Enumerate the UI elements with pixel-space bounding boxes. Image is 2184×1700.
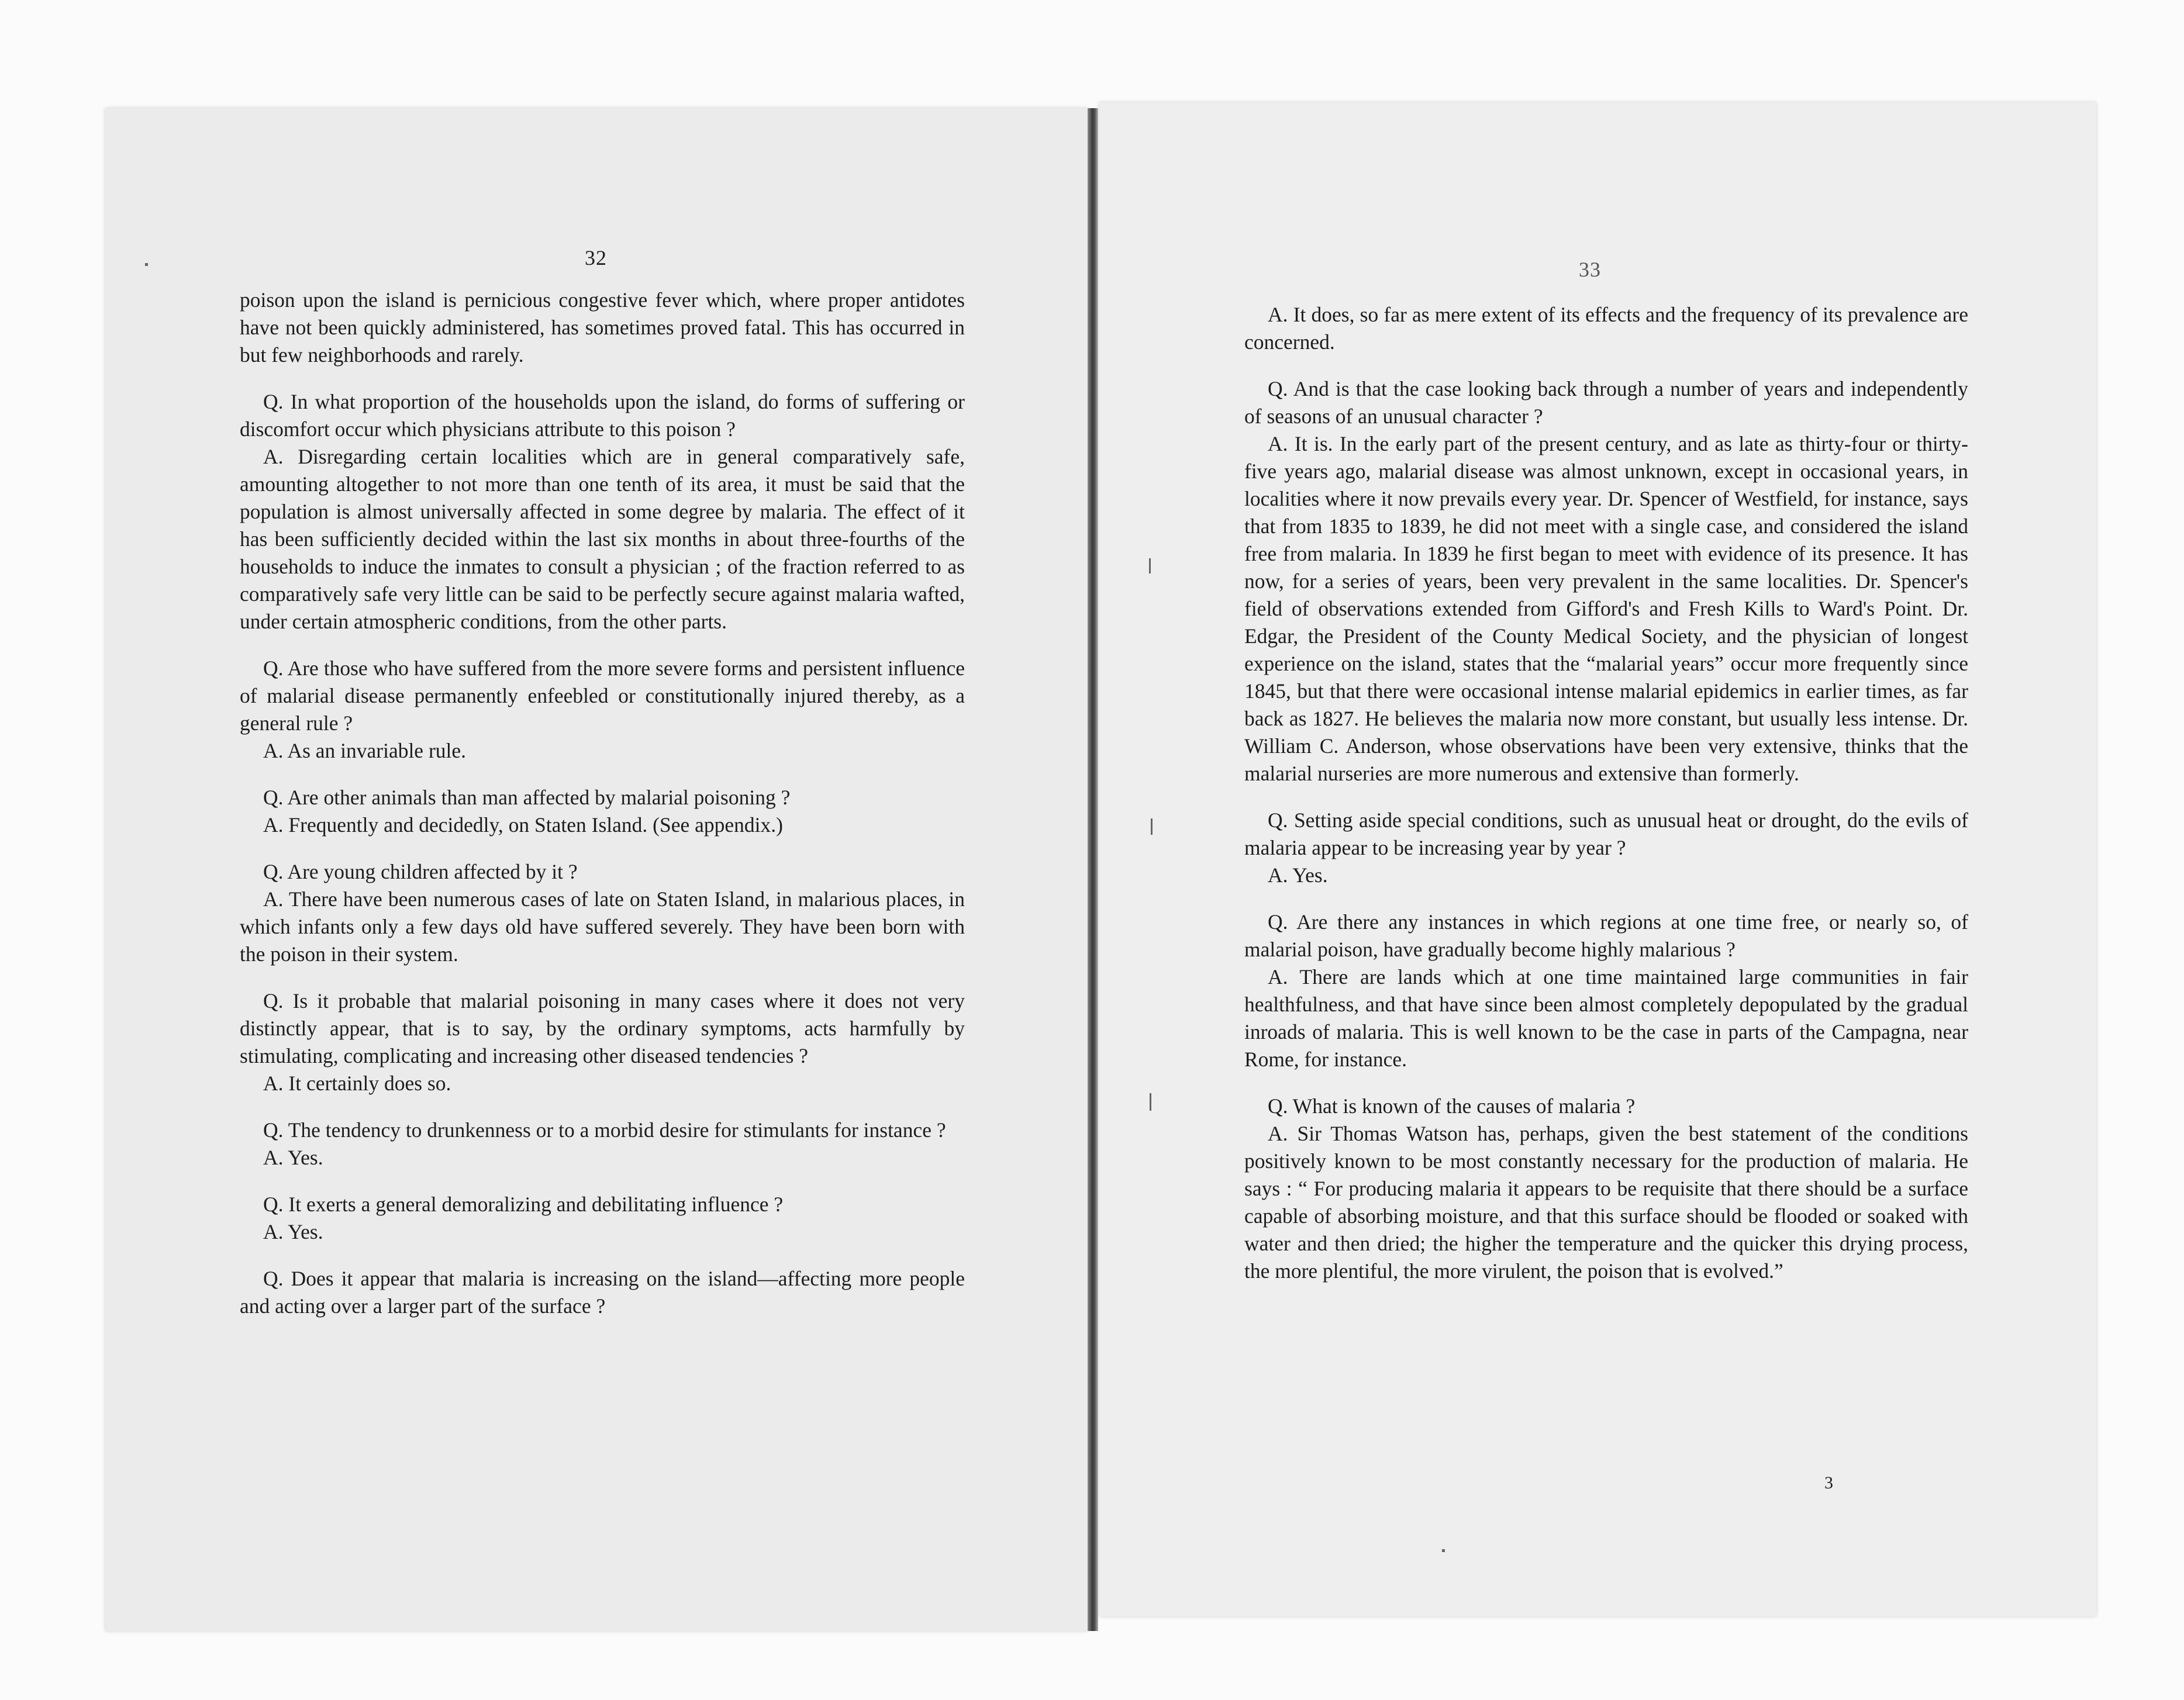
speck-mark [1442, 1549, 1445, 1552]
text-line: Q. And is that the case looking back through a number of years and independently of seasons of an unusual character ? [1244, 377, 1968, 428]
left-page-text [240, 286, 965, 1339]
book-spine [1088, 108, 1098, 1631]
page-number-right: 33 [1579, 258, 1601, 281]
text-line: A. As an invariable rule. [263, 739, 467, 762]
paragraph [1244, 301, 1968, 356]
text-line: poison upon the island is pernicious congestive fever which, where proper antidotes have not been quickly administered, has sometimes proved fatal. This has occurred in but few neighborhoods and rarely. [240, 288, 965, 367]
margin-mark [1149, 558, 1151, 573]
paragraph [240, 655, 965, 765]
text-line: Q. Are other animals than man affected by malarial poisoning ? [263, 786, 791, 809]
text-line: A. Yes. [263, 1146, 323, 1169]
paragraph [240, 987, 965, 1097]
text-line: A. It certainly does so. [263, 1072, 451, 1095]
text-line: Q. What is known of the causes of malaria ? [1268, 1094, 1636, 1118]
text-line: Q. Setting aside special conditions, such as unusual heat or drought, do the evils of malaria appear to be increasing year by year ? [1244, 808, 1968, 859]
text-line: A. Yes. [1268, 863, 1328, 887]
text-line: A. It is. In the early part of the present century, and as late as thirty-four or thirty-five years ago, malarial disease was almost unknown, except in occasional years, in localities where it now prevails every year. Dr. Spencer of Westfield, for instance, says that from 1835 to 1839, he did not meet with a single case, and considered the island free from malaria. In 1839 he first began to meet with evidence of its presence. It has now, for a series of years, been very prevalent in the same localities. Dr. Spencer's field of observations extended from Gifford's and Fresh Kills to Ward's Point. Dr. Edgar, the President of the County Medical Society, and the physician of longest experience on the island, states that the “malarial years” occur more frequently since 1845, but that there were occasional intense malarial epidemics in earlier times, as far back as 1827. He believes the malaria now more constant, but usually less intense. Dr. William C. Anderson, whose observations have been very extensive, thinks that the malarial nurseries are more numerous and extensive than formerly. [1244, 432, 1968, 785]
text-line: A. Frequently and decidedly, on Staten Island. (See appendix.) [263, 813, 783, 837]
text-line: Q. In what proportion of the households upon the island, do forms of suffering or discomfort occur which physicians attribute to this poison ? [240, 390, 965, 441]
text-line: A. There are lands which at one time maintained large communities in fair healthfulness, and that have since been almost completely depopulated by the gradual inroads of malaria. This is well known to be the case in parts of the Campagna, near Rome, for instance. [1244, 965, 1968, 1071]
text-line: Q. It exerts a general demoralizing and debilitating influence ? [263, 1193, 784, 1216]
text-line: Q. Are there any instances in which regions at one time free, or nearly so, of malarial poison, have gradually become highly malarious ? [1244, 910, 1968, 961]
paragraph [240, 858, 965, 968]
paragraph [240, 1265, 965, 1320]
paragraph [240, 1117, 965, 1172]
text-line: A. Sir Thomas Watson has, perhaps, given the best statement of the conditions positively known to be most constantly necessary for the production of malaria. He says : “ For producing malaria it appears to be requisite that there should be a surface capable of absorbing moisture, and that this surface should be flooded or soaked with water and then dried; the higher the temperature and the quicker this drying process, the more plentiful, the more virulent, the poison that is evolved.” [1244, 1122, 1968, 1283]
margin-mark [1150, 1093, 1151, 1111]
paragraph [1244, 807, 1968, 889]
text-line: Q. The tendency to drunkenness or to a morbid desire for stimulants for instance ? [263, 1118, 946, 1142]
text-line: A. Disregarding certain localities which are in general comparatively safe, amounting altogether to not more than one tenth of its area, it must be said that the population is almost universally affected in some degree by malaria. The effect of it has been sufficiently decided within the last six months in about three-fourths of the households to induce the inmates to consult a physician ; of the fraction referred to as comparatively safe very little can be said to be perfectly secure against malaria wafted, under certain atmospheric conditions, from the other parts. [240, 445, 965, 633]
paragraph [240, 388, 965, 635]
speck-mark [145, 263, 148, 266]
paragraph [240, 1191, 965, 1246]
text-line: Q. Are those who have suffered from the more severe forms and persistent influence of malarial disease permanently enfeebled or constitutionally injured thereby, as a general rule ? [240, 656, 965, 735]
margin-mark [1151, 818, 1153, 835]
text-line: Q. Does it appear that malaria is increasing on the island—affecting more people and acting over a larger part of the surface ? [240, 1267, 965, 1318]
right-page-text [1244, 301, 1968, 1304]
signature-mark: 3 [1824, 1473, 1834, 1492]
paragraph [240, 286, 965, 369]
text-line: A. It does, so far as mere extent of its effects and the frequency of its prevalence are concerned. [1244, 303, 1968, 354]
page-number-left: 32 [585, 246, 607, 269]
text-line: Q. Are young children affected by it ? [263, 860, 578, 883]
paragraph [1244, 908, 1968, 1073]
paragraph [1244, 375, 1968, 787]
text-line: Q. Is it probable that malarial poisoning in many cases where it does not very distinctly appear, that is to say, by the ordinary symptoms, acts harmfully by stimulating, complicating and increasing other diseased tendencies ? [240, 989, 965, 1067]
paragraph [1244, 1093, 1968, 1285]
paragraph [240, 784, 965, 839]
text-line: A. There have been numerous cases of late on Staten Island, in malarious places, in which infants only a few days old have suffered severely. They have been born with the poison in their system. [240, 887, 965, 966]
text-line: A. Yes. [263, 1220, 323, 1243]
